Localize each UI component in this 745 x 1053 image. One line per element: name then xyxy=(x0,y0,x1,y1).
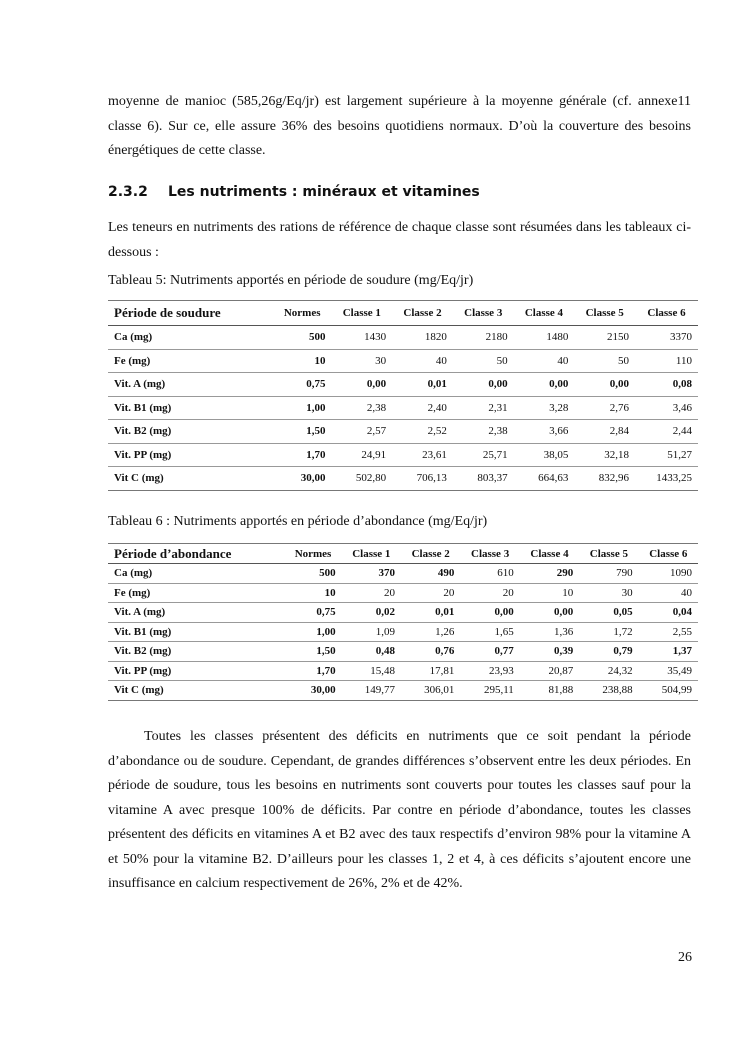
table-row xyxy=(108,396,698,420)
class-value: 2,52 xyxy=(427,425,447,438)
class-value: 0,79 xyxy=(613,645,633,658)
class-value: 15,48 xyxy=(370,664,396,677)
norm-value: 1,50 xyxy=(316,645,336,658)
class-value: 0,77 xyxy=(494,645,514,658)
class-value: 0,00 xyxy=(366,378,387,391)
class-value: 2,38 xyxy=(488,425,508,438)
table-row xyxy=(108,564,698,584)
class-value: 610 xyxy=(497,567,514,580)
class-value: 1090 xyxy=(670,567,692,580)
class-value: 20 xyxy=(443,586,455,599)
class-value: 1,65 xyxy=(494,625,514,638)
class-value: 24,91 xyxy=(361,448,387,461)
class-value: 295,11 xyxy=(483,684,514,697)
class-value: 0,08 xyxy=(672,378,692,391)
normes-header: Normes xyxy=(283,307,321,319)
class-value: 149,77 xyxy=(364,684,396,697)
class-value: 23,93 xyxy=(489,664,514,677)
nutrient-label: Vit. B1 (mg) xyxy=(114,401,172,414)
table5-soudure xyxy=(108,300,698,491)
class-value: 1820 xyxy=(424,331,447,344)
nutrient-label: Ca (mg) xyxy=(114,331,153,344)
class-value: 1,26 xyxy=(435,625,455,638)
norm-value: 0,75 xyxy=(316,606,336,619)
period-header: Période d’abondance xyxy=(114,545,232,561)
classe-6-header: Classe 6 xyxy=(649,547,688,560)
class-value: 17,81 xyxy=(429,664,455,677)
class-value: 0,00 xyxy=(488,378,508,391)
class-value: 0,04 xyxy=(672,606,692,619)
norm-value: 30,00 xyxy=(310,684,336,697)
class-value: 1,37 xyxy=(672,645,692,658)
nutrient-label: Vit. B2 (mg) xyxy=(114,425,172,438)
class-value: 30 xyxy=(621,586,633,599)
nutrient-label: Vit. PP (mg) xyxy=(114,448,172,461)
page-number: 26 xyxy=(678,950,692,965)
nutrient-label: Vit C (mg) xyxy=(114,472,164,485)
table5-caption: Tableau 5: Nutriments apportés en période de soudure (mg/Eq/jr) xyxy=(108,273,474,288)
class-value: 35,49 xyxy=(667,664,692,677)
class-value: 2,31 xyxy=(488,401,508,414)
class-value: 81,88 xyxy=(548,684,574,697)
nutrient-label: Fe (mg) xyxy=(114,586,151,599)
class-value: 38,05 xyxy=(543,448,569,461)
table-row xyxy=(108,467,698,491)
norm-value: 0,75 xyxy=(306,378,326,391)
table-row xyxy=(108,661,698,681)
class-value: 2,84 xyxy=(609,425,630,438)
class-value: 1433,25 xyxy=(656,472,692,485)
class-value: 3,28 xyxy=(549,401,569,414)
classe-2-header: Classe 2 xyxy=(403,307,442,319)
class-value: 110 xyxy=(675,354,692,367)
class-value: 50 xyxy=(618,354,630,367)
class-value: 24,32 xyxy=(607,664,633,677)
normes-header: Normes xyxy=(294,547,332,560)
classe-1-header: Classe 1 xyxy=(342,307,381,319)
class-value: 32,18 xyxy=(604,448,630,461)
nutrient-label: Vit. PP (mg) xyxy=(114,664,172,677)
class-value: 2,76 xyxy=(609,401,630,414)
class-value: 664,63 xyxy=(538,472,569,485)
class-value: 23,61 xyxy=(422,448,447,461)
class-value: 0,01 xyxy=(435,606,455,619)
class-value: 832,96 xyxy=(598,472,630,485)
period-header: Période de soudure xyxy=(114,305,221,320)
class-value: 2,55 xyxy=(672,625,692,638)
table-row xyxy=(108,349,698,373)
nutrient-label: Vit. B1 (mg) xyxy=(114,625,172,638)
nutrient-label: Vit. A (mg) xyxy=(114,378,166,391)
class-value: 2,44 xyxy=(672,425,692,438)
table-row xyxy=(108,681,698,701)
class-value: 40 xyxy=(435,354,447,367)
class-value: 370 xyxy=(378,567,396,580)
table6-caption: Tableau 6 : Nutriments apportés en période d’abondance (mg/Eq/jr) xyxy=(108,514,488,529)
class-value: 2,38 xyxy=(366,401,387,414)
class-value: 40 xyxy=(557,354,569,367)
class-value: 40 xyxy=(681,586,692,599)
table-row xyxy=(108,326,698,350)
class-value: 502,80 xyxy=(355,472,387,485)
class-value: 1,36 xyxy=(553,625,574,638)
table-row xyxy=(108,622,698,642)
section-heading xyxy=(108,184,480,200)
class-value: 0,00 xyxy=(549,378,569,391)
class-value: 0,00 xyxy=(553,606,574,619)
norm-value: 1,50 xyxy=(306,425,326,438)
intro-paragraph: moyenne de manioc (585,26g/Eq/jr) est largement supérieure à la moyenne générale (cf. annexe11 classe 6). Sur ce, elle assure 36% des besoins quotidiens normaux. D’où la couverture des besoins énergétiques de cette classe. xyxy=(108,94,691,158)
table-row xyxy=(108,420,698,444)
class-value: 1,09 xyxy=(375,625,396,638)
class-value: 20 xyxy=(384,586,396,599)
nutrient-label: Fe (mg) xyxy=(114,354,151,367)
class-value: 306,01 xyxy=(424,684,455,697)
table-header-row xyxy=(108,301,698,326)
classe-4-header: Classe 4 xyxy=(530,547,569,560)
class-value: 0,76 xyxy=(435,645,455,658)
nutrient-label: Vit. A (mg) xyxy=(114,606,166,619)
class-value: 2,40 xyxy=(427,401,447,414)
norm-value: 1,00 xyxy=(306,401,326,414)
table6-abondance xyxy=(108,543,698,701)
class-value: 25,71 xyxy=(482,448,508,461)
norm-value: 500 xyxy=(319,567,336,580)
norm-value: 500 xyxy=(308,331,326,344)
class-value: 20 xyxy=(502,586,514,599)
classe-5-header: Classe 5 xyxy=(585,307,624,319)
class-value: 0,01 xyxy=(427,378,447,391)
table-row xyxy=(108,373,698,397)
norm-value: 10 xyxy=(324,586,336,599)
classe-4-header: Classe 4 xyxy=(524,307,564,319)
class-value: 1430 xyxy=(364,331,387,344)
class-value: 790 xyxy=(616,567,633,580)
section-title: Les nutriments : minéraux et vitamines xyxy=(168,184,480,200)
class-value: 0,00 xyxy=(494,606,514,619)
class-value: 3,46 xyxy=(672,401,692,414)
class-value: 1480 xyxy=(546,331,569,344)
class-value: 0,02 xyxy=(375,606,396,619)
class-value: 706,13 xyxy=(416,472,447,485)
classe-3-header: Classe 3 xyxy=(471,547,510,560)
nutrient-label: Ca (mg) xyxy=(114,567,153,580)
class-value: 20,87 xyxy=(548,664,574,677)
class-value: 2150 xyxy=(607,331,630,344)
classe-5-header: Classe 5 xyxy=(589,547,628,560)
table-row xyxy=(108,603,698,623)
norm-value: 10 xyxy=(314,354,326,367)
nutrient-label: Vit C (mg) xyxy=(114,684,164,697)
nutrient-label: Vit. B2 (mg) xyxy=(114,645,172,658)
conclusion-paragraph xyxy=(108,725,691,897)
class-value: 3370 xyxy=(670,331,692,344)
class-value: 803,37 xyxy=(477,472,508,485)
classe-1-header: Classe 1 xyxy=(352,547,391,560)
class-value: 3,66 xyxy=(549,425,569,438)
class-value: 490 xyxy=(437,567,455,580)
norm-value: 30,00 xyxy=(300,472,326,485)
classe-3-header: Classe 3 xyxy=(464,307,503,319)
class-value: 0,39 xyxy=(553,645,574,658)
class-value: 51,27 xyxy=(667,448,692,461)
norm-value: 1,70 xyxy=(316,664,336,677)
class-value: 10 xyxy=(562,586,574,599)
section-number: 2.3.2 xyxy=(108,184,148,200)
class-value: 1,72 xyxy=(613,625,633,638)
class-value: 238,88 xyxy=(602,684,633,697)
class-value: 0,00 xyxy=(609,378,630,391)
table-row xyxy=(108,583,698,603)
norm-value: 1,00 xyxy=(316,625,336,638)
norm-value: 1,70 xyxy=(306,448,326,461)
class-value: 0,48 xyxy=(375,645,396,658)
class-value: 50 xyxy=(496,354,508,367)
class-value: 0,05 xyxy=(613,606,633,619)
class-value: 30 xyxy=(375,354,387,367)
tables-intro-paragraph: Les teneurs en nutriments des rations de référence de chaque classe sont résumées dans les tableaux ci-dessous : xyxy=(108,220,691,260)
class-value: 2,57 xyxy=(366,425,387,438)
class-value: 290 xyxy=(556,567,574,580)
table-header-row xyxy=(108,544,698,564)
classe-2-header: Classe 2 xyxy=(411,547,450,560)
class-value: 2180 xyxy=(485,331,508,344)
table-row xyxy=(108,642,698,662)
class-value: 504,99 xyxy=(661,684,692,697)
table-row xyxy=(108,443,698,467)
conclusion-text: Toutes les classes présentent des déficits en nutriments que ce soit pendant la période d’abondance ou de soudure. Cependant, de grandes différences s’observent entre les deux périodes. En période de soudure, tous les besoins en nutriments sont couverts pour toutes les classes sauf pour la vitamine A avec presque 100% de déficits. Par contre en période d’abondance, toutes les classes présentent des déficits en vitamines A et B2 avec des taux respectifs d’environ 98% pour la vitamine A et 50% pour la vitamine B2. D’ailleurs pour les classes 1, 2 et 4, à ces déficits s’ajoutent encore une insuffisance en calcium respectivement de 26%, 2% et de 42%. xyxy=(108,729,691,891)
classe-6-header: Classe 6 xyxy=(647,307,686,319)
